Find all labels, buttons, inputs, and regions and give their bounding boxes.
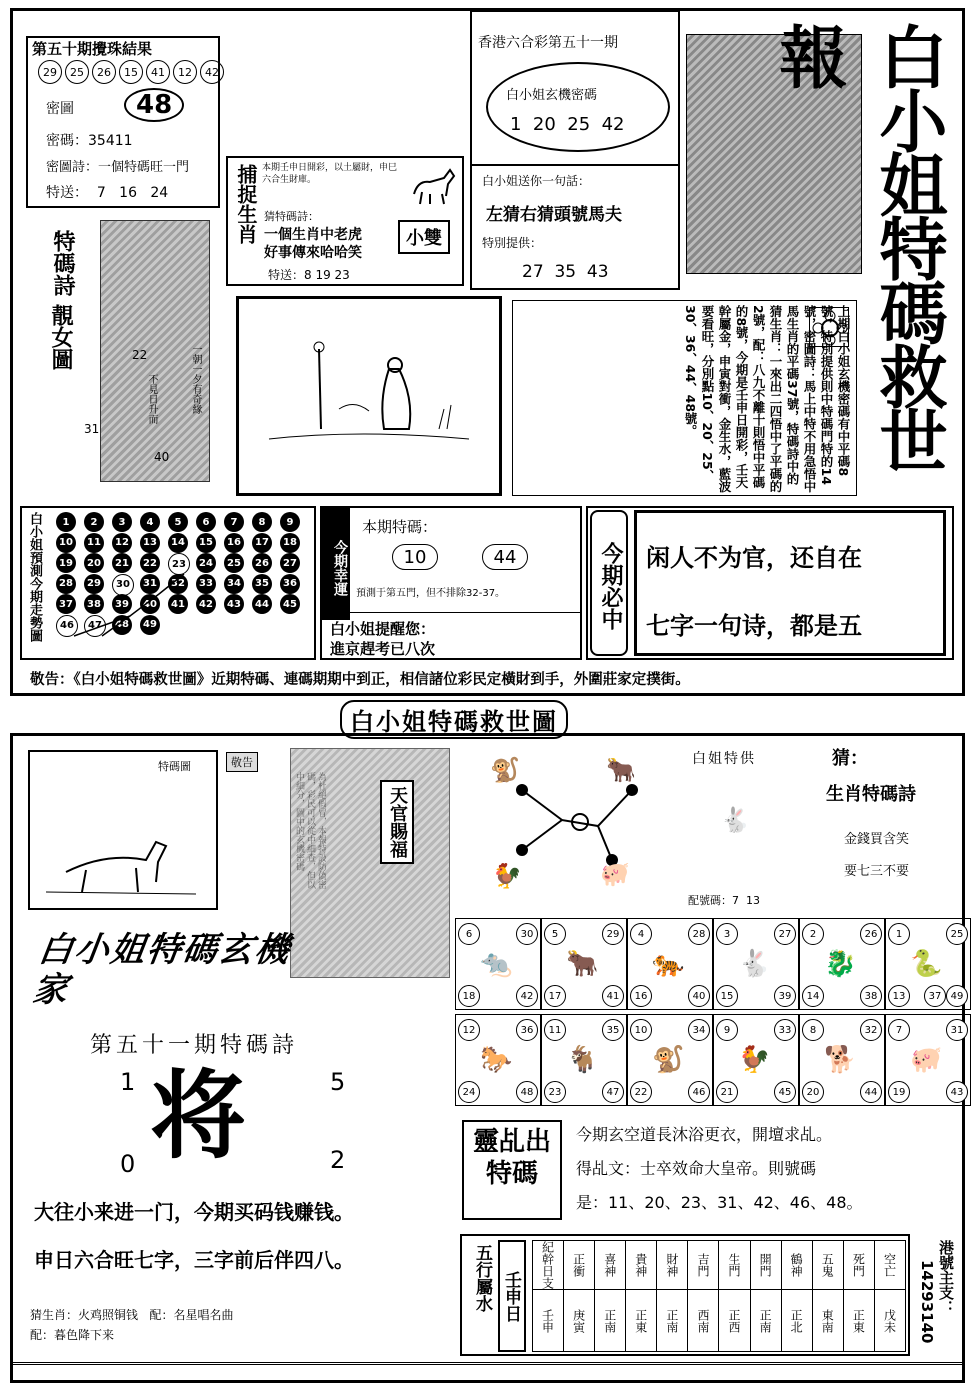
notice-head: 敬告 [226, 752, 258, 772]
zodiac-cell-rooster [713, 1014, 799, 1106]
draw-ball: 26 [92, 60, 116, 84]
catch-note: 本期壬申日開彩，以土屬財，申巳六合生財庫。 [262, 163, 398, 185]
trend-ball: 22 [140, 553, 160, 573]
monkey-icon: 🐒 [490, 756, 520, 784]
horse-icon [408, 166, 460, 206]
must-box [586, 506, 954, 660]
zodiac-num: 21 [716, 1081, 738, 1103]
deity-illustration [290, 748, 450, 978]
catch-zodiac-box [226, 156, 464, 286]
poem-line-b: 申日六合旺七字，三字前后伴四八。 [34, 1248, 354, 1272]
draw-ball: 41 [146, 60, 170, 84]
trend-ball: 31 [140, 574, 160, 594]
zodiac-cell-rabbit [713, 918, 799, 1010]
five-val-cell: 正西 [719, 1290, 750, 1352]
five-head-cell: 開門 [750, 1241, 781, 1290]
poem-n1: 1 [120, 1068, 136, 1096]
trend-ball: 41 [168, 594, 188, 614]
mi-tu-label: 密圖 [46, 101, 74, 117]
trend-ball: 40 [140, 594, 160, 614]
trend-ball: 3 [112, 512, 132, 532]
trend-ball: 30 [112, 574, 134, 596]
zodiac-num: 42 [516, 985, 538, 1007]
zodiac-num: 11 [544, 1019, 566, 1041]
zodiac-num: 2 [802, 923, 824, 945]
five-head-cell: 財神 [657, 1241, 688, 1290]
poem-girl-n22: 22 [132, 348, 148, 362]
poem-girl-sub: 靚女圖 [48, 304, 74, 370]
draw-balls [38, 60, 224, 84]
zodiac-num: 23 [544, 1081, 566, 1103]
zodiac-num: 14 [802, 985, 824, 1007]
catch-send: 特送：8 19 23 [268, 268, 350, 282]
trend-ball: 49 [140, 615, 160, 635]
zodiac-num: 30 [516, 923, 538, 945]
zodiac-num: 19 [888, 1081, 910, 1103]
zodiac-num: 7 [888, 1019, 910, 1041]
zodiac-num: 20 [802, 1081, 824, 1103]
monkey-icon: 🐒 [652, 1045, 685, 1075]
lucky-note: 預測于第五門，但不排除32-37。 [356, 588, 506, 599]
five-val-cell: 正東 [843, 1290, 874, 1352]
lucky-divider [322, 612, 580, 613]
tag-small-double: 小雙 [398, 220, 450, 254]
animal-sketch [46, 802, 206, 902]
goat-icon: 🐐 [566, 1045, 599, 1075]
zodiac-cell-monkey [627, 1014, 713, 1106]
poem-girl-title: 特碼詩 [50, 230, 76, 296]
oracle-line-2: 得乩文：士卒效命大皇帝。則號碼 [576, 1159, 817, 1178]
hk-title: 香港六合彩第五十一期 [478, 35, 618, 51]
zodiac-num: 9 [716, 1019, 738, 1041]
trend-ball: 18 [280, 533, 300, 553]
trend-ball: 13 [140, 533, 160, 553]
pig-icon: 🐖 [910, 1045, 943, 1075]
zodiac-num: 25 [946, 923, 968, 945]
zodiac-num: 31 [946, 1019, 968, 1041]
zodiac-num: 37 [924, 985, 946, 1007]
zodiac-poem-2: 要七三不要 [844, 864, 910, 879]
banner-title: 白小姐特碼救世報 [768, 22, 948, 470]
trend-ball: 46 [56, 615, 78, 637]
pair-numbers: 配號碼：7 13 [688, 894, 760, 907]
hk-box [470, 10, 680, 290]
five-head-cell: 紀幹日支 [533, 1241, 564, 1290]
pig-icon: 🐖 [600, 860, 630, 888]
poem-line-a: 大往小来进一门，今期买码钱赚钱。 [34, 1200, 354, 1224]
hk-oval [486, 62, 670, 152]
trend-ball: 14 [168, 533, 188, 553]
zodiac-num: 5 [544, 923, 566, 945]
sage-illustration [259, 329, 479, 469]
dog-icon: 🐕 [824, 1045, 857, 1075]
oval-title: 白小姐玄機密碼 [506, 88, 598, 103]
zodiac-cell-ox [541, 918, 627, 1010]
zodiac-grid [455, 918, 971, 1108]
zodiac-num: 27 [774, 923, 796, 945]
trend-box [20, 506, 316, 660]
trend-ball: 15 [196, 533, 216, 553]
oval-nums: 1 20 25 42 [510, 114, 625, 135]
zodiac-poem-1: 金錢買含笑 [844, 832, 910, 847]
poem-n5: 5 [330, 1068, 346, 1096]
rabbit-icon: 🐇 [738, 949, 771, 979]
big-char: 将 [150, 1060, 246, 1172]
five-val-cell: 戊未 [874, 1290, 905, 1352]
rat-icon: 🐀 [480, 949, 513, 979]
trend-ball: 19 [56, 553, 76, 573]
left-picture-box [28, 750, 218, 910]
special-nums: 27 35 43 [522, 262, 609, 282]
zodiac-cell-snake [885, 918, 971, 1010]
special-label: 特別提供： [482, 236, 543, 250]
zodiac-num: 1 [888, 923, 910, 945]
must-line-2: 七字一句诗，都是五 [646, 612, 862, 640]
zodiac-num: 43 [946, 1081, 968, 1103]
trend-ball: 43 [224, 594, 244, 614]
trend-ball: 17 [252, 533, 272, 553]
zodiac-num: 16 [630, 985, 652, 1007]
remind-2: 進京趕考已八次 [330, 640, 436, 658]
five-day: 壬申日 [498, 1240, 526, 1352]
trend-ball: 29 [84, 574, 104, 594]
trend-ball: 47 [84, 615, 106, 637]
trend-ball: 42 [196, 594, 216, 614]
draw-ball: 15 [119, 60, 143, 84]
remind-1: 白小姐提醒您： [330, 620, 436, 638]
trend-ball: 8 [252, 512, 272, 532]
trend-ball: 33 [196, 574, 216, 594]
five-head-cell: 貴神 [626, 1241, 657, 1290]
saying: 左猜右猜頭號馬夫 [486, 205, 622, 225]
lucky-num: 10 [392, 544, 438, 570]
zodiac-num: 49 [946, 985, 968, 1007]
mitu-poem: 密圖詩：一個特碼旺一門 [46, 160, 190, 175]
trend-ball: 5 [168, 512, 188, 532]
hotline-num: 14293140 [918, 1260, 936, 1344]
five-elements-table [532, 1240, 906, 1352]
zodiac-cell-tiger [627, 918, 713, 1010]
trend-ball: 35 [252, 574, 272, 594]
five-head-cell: 空亡 [874, 1241, 905, 1290]
zodiac-num: 28 [688, 923, 710, 945]
draw-ball: 12 [173, 60, 197, 84]
sage-picture-box [236, 296, 502, 496]
saying-title: 白小姐送你一句話： [482, 174, 591, 188]
poem-girl-txt1: 一朝一夕有奇緣 [190, 344, 201, 414]
five-head-cell: 喜神 [595, 1241, 626, 1290]
mima: 密碼：35411 [46, 133, 133, 149]
five-val-cell: 正北 [781, 1290, 812, 1352]
five-val-cell: 東南 [812, 1290, 843, 1352]
zodiac-num: 47 [602, 1081, 624, 1103]
five-head-cell: 鶴神 [781, 1241, 812, 1290]
draw-ball: 42 [200, 60, 224, 84]
trend-ball: 25 [224, 553, 244, 573]
notice-bar: 敬告：《白小姐特碼救世圖》近期特碼、連碼期期中到正，相信諸位彩民定橫財到手，外圍莊家定撲街。 [30, 672, 690, 688]
five-head-cell: 吉門 [688, 1241, 719, 1290]
catch-label: 捕捉生肖 [234, 164, 258, 244]
five-val-row [533, 1290, 906, 1352]
trend-ball: 32 [168, 574, 188, 594]
zodiac-num: 18 [458, 985, 480, 1007]
zodiac-num: 46 [688, 1081, 710, 1103]
zodiac-num: 41 [602, 985, 624, 1007]
hotline-label: 港號主支： [937, 1240, 955, 1315]
poem-girl-n40: 40 [154, 450, 170, 464]
five-val-cell: 庚寅 [564, 1290, 595, 1352]
lucky-title: 本期特碼： [362, 518, 438, 536]
trend-ball: 4 [140, 512, 160, 532]
poem-n2: 2 [330, 1146, 346, 1174]
mi-tu-value: 48 [124, 88, 184, 122]
zodiac-num: 40 [688, 985, 710, 1007]
zodiac-num: 10 [630, 1019, 652, 1041]
five-val-cell: 正南 [750, 1290, 781, 1352]
zodiac-num: 45 [774, 1081, 796, 1103]
trend-ball: 34 [224, 574, 244, 594]
zodiac-cell-rat [455, 918, 541, 1010]
pic-label: 特碼圖 [158, 760, 191, 773]
snake-icon: 🐍 [910, 949, 943, 979]
draw-results-box [26, 36, 220, 208]
trend-ball: 26 [252, 553, 272, 573]
trend-ball: 20 [84, 553, 104, 573]
five-head-row [533, 1241, 906, 1290]
trend-ball: 27 [280, 553, 300, 573]
zodiac-cell-dog [799, 1014, 885, 1106]
oracle-label: 靈乩出特碼 [462, 1120, 562, 1220]
trend-ball: 9 [280, 512, 300, 532]
zodiac-num: 15 [716, 985, 738, 1007]
zodiac-cell-pig [885, 1014, 971, 1106]
draw-ball: 25 [65, 60, 89, 84]
guess-line: 猜生肖：火鸡照铜钱 配：名星唱名曲 [30, 1308, 234, 1322]
zodiac-num: 39 [774, 985, 796, 1007]
trend-ball: 21 [112, 553, 132, 573]
guess-line-2: 配：暮色降下来 [30, 1328, 115, 1342]
zodiac-num: 12 [458, 1019, 480, 1041]
draw-ball: 29 [38, 60, 62, 84]
special-offer: 白姐特供 [692, 751, 756, 767]
trend-ball: 36 [280, 574, 300, 594]
trend-ball: 48 [112, 615, 132, 635]
deity-banner: 天官賜福 [380, 780, 414, 864]
trend-ball: 12 [112, 533, 132, 553]
zodiac-num: 32 [860, 1019, 882, 1041]
poem-girl-panel [20, 214, 220, 490]
draw-title: 第五十期攪珠結果 [32, 40, 153, 58]
tiger-icon: 🐅 [652, 949, 685, 979]
oracle-line-1: 今期玄空道長沐浴更衣，開壇求乩。 [576, 1125, 833, 1144]
trend-title: 白小姐預測今期走勢圖 [27, 512, 42, 642]
five-val-cell: 正東 [626, 1290, 657, 1352]
hk-divider [472, 164, 678, 166]
oracle-line-3: 是：11、20、23、31、42、46、48。 [576, 1193, 863, 1212]
trend-ball: 7 [224, 512, 244, 532]
trend-ball: 38 [84, 594, 104, 614]
guess-label: 猜： [832, 748, 868, 769]
zodiac-num: 4 [630, 923, 652, 945]
brand-title: 白小姐特碼玄機家 [30, 930, 294, 1010]
poem-label: 猜特碼詩： [264, 210, 319, 223]
trend-ball: 6 [196, 512, 216, 532]
zodiac-num: 24 [458, 1081, 480, 1103]
trend-lines [56, 512, 314, 658]
trend-ball: 28 [56, 574, 76, 594]
zodiac-num: 6 [458, 923, 480, 945]
special-send: 特送： 7 16 24 [46, 185, 169, 201]
poem-n0: 0 [120, 1150, 136, 1178]
rooster-icon: 🐓 [738, 1045, 771, 1075]
review-box [512, 300, 857, 496]
dragon-icon: 🐉 [824, 949, 857, 979]
horse-icon: 🐎 [480, 1045, 513, 1075]
poem-girl-txt2: 不見日升而 [146, 374, 157, 424]
five-head-cell: 死門 [843, 1241, 874, 1290]
poem-girl-n31: 31 [84, 422, 100, 436]
zodiac-poem-label: 生肖特碼詩 [826, 784, 916, 805]
ox-icon: 🐂 [606, 756, 636, 784]
poem-line-2: 好事傳來哈哈笑 [264, 245, 362, 261]
zodiac-num: 29 [602, 923, 624, 945]
trend-ball: 16 [224, 533, 244, 553]
zodiac-num: 3 [716, 923, 738, 945]
trend-ball: 24 [196, 553, 216, 573]
five-head-cell: 五鬼 [812, 1241, 843, 1290]
trend-ball: 11 [84, 533, 104, 553]
lucky-box [320, 506, 582, 660]
zodiac-cell-dragon [799, 918, 885, 1010]
zodiac-num: 38 [860, 985, 882, 1007]
trend-ball: 10 [56, 533, 76, 553]
section2-title: 白小姐特碼救世圖 [340, 700, 568, 739]
zodiac-num: 17 [544, 985, 566, 1007]
trend-ball: 37 [56, 594, 76, 614]
five-head-cell: 生門 [719, 1241, 750, 1290]
zodiac-num: 48 [516, 1081, 538, 1103]
five-val-cell: 西南 [688, 1290, 719, 1352]
five-head-cell: 正衝 [564, 1241, 595, 1290]
five-val-cell: 壬申 [533, 1290, 564, 1352]
trend-ball: 39 [112, 594, 132, 614]
zodiac-num: 34 [688, 1019, 710, 1041]
trend-ball: 2 [84, 512, 104, 532]
zodiac-num: 44 [860, 1081, 882, 1103]
trend-ball: 44 [252, 594, 272, 614]
trend-ball: 23 [168, 553, 190, 575]
five-val-cell: 正南 [657, 1290, 688, 1352]
zodiac-num: 13 [888, 985, 910, 1007]
zodiac-num: 33 [774, 1019, 796, 1041]
zodiac-num: 36 [516, 1019, 538, 1041]
five-elements-box [460, 1234, 910, 1356]
must-label: 今期必中 [590, 510, 628, 656]
zodiac-num: 8 [802, 1019, 824, 1041]
trend-ball: 1 [56, 512, 76, 532]
zodiac-num: 26 [860, 923, 882, 945]
rabbit-icon: 🐇 [720, 806, 750, 834]
rooster-icon: 🐓 [492, 862, 522, 890]
poem-line-1: 一個生肖中老虎 [264, 227, 362, 243]
zodiac-cell-goat [541, 1014, 627, 1106]
poem-title: 第五十一期特碼詩 [90, 1033, 299, 1058]
lucky-num: 44 [482, 544, 528, 570]
review-text: 上期白小姐玄機密碼有中平碼8號，特別提供則中特碼門特的14號，密圖詩：馬上中特不用急悟中馬生肖的平碼37號，特碼詩中的猜生肖：一來出二四悟中了平碼的2號，配：八九不離十則悟中平碼的8號，今期是壬申日開彩，壬天幹屬金，申寅對衝，金生水，藍波要看旺，分別點10、20、25、30、36、44、48號。 [683, 305, 851, 493]
must-line-1: 闲人不为官，还自在 [646, 544, 862, 572]
zodiac-num: 35 [602, 1019, 624, 1041]
zodiac-num: 22 [630, 1081, 652, 1103]
bottom-rule [10, 1362, 965, 1365]
five-val-cell: 正南 [595, 1290, 626, 1352]
five-label: 五行屬水 [472, 1244, 492, 1312]
ox-icon: 🐂 [566, 949, 599, 979]
trend-ball: 45 [280, 594, 300, 614]
zodiac-cell-horse [455, 1014, 541, 1106]
lucky-label: 今期幸運 [322, 508, 350, 620]
